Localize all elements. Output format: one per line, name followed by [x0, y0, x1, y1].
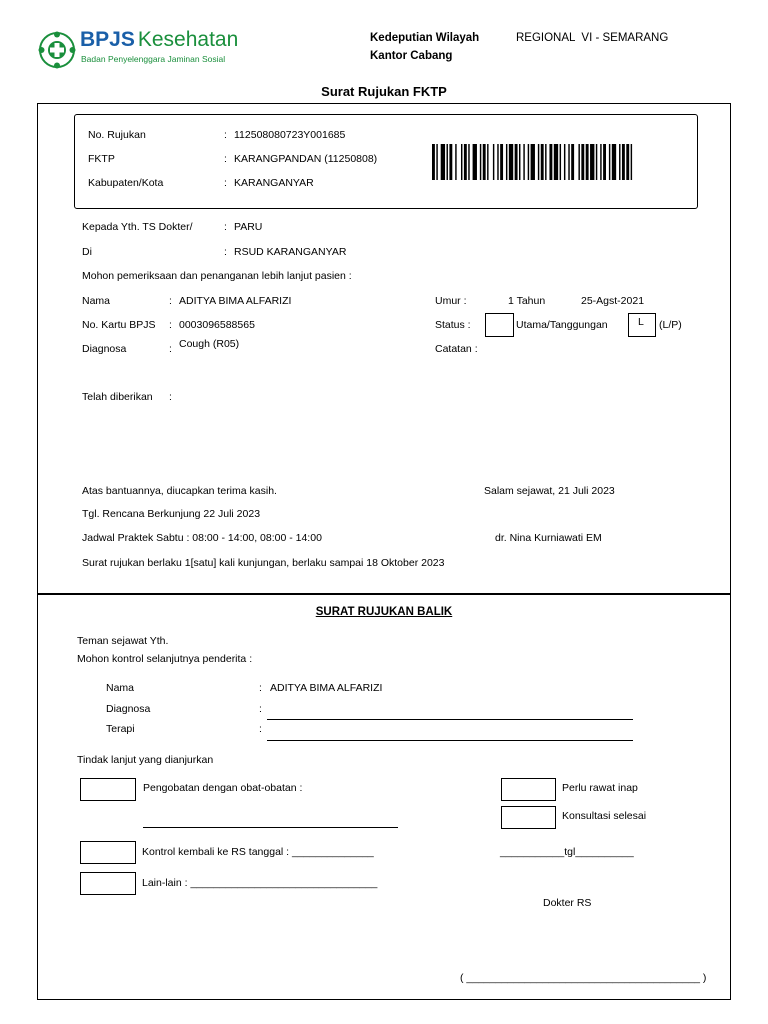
- nama-colon: :: [169, 295, 172, 307]
- barcode-bar: [609, 144, 610, 180]
- balik-terapi-line[interactable]: [267, 740, 633, 741]
- barcode-bar: [436, 144, 437, 180]
- lain-label: Lain-lain : ________________________________: [142, 877, 378, 889]
- barcode-bar: [464, 144, 467, 180]
- barcode-bar: [578, 144, 579, 180]
- salutation: Teman sejawat Yth.: [77, 635, 169, 647]
- brand-name-bpjs: BPJS: [80, 28, 135, 51]
- di-colon: :: [224, 246, 227, 258]
- obat-label: Pengobatan dengan obat-obatan :: [143, 782, 303, 794]
- page-title: Surat Rujukan FKTP: [321, 84, 447, 99]
- obat-checkbox[interactable]: [80, 778, 136, 801]
- status-checkbox[interactable]: [485, 313, 514, 337]
- diberikan-label: Telah diberikan: [82, 391, 153, 403]
- lain-checkbox[interactable]: [80, 872, 136, 895]
- gender-value: L: [638, 316, 644, 328]
- validity-text: Surat rujukan berlaku 1[satu] kali kunjungan, berlaku sampai 18 Oktober 2023: [82, 557, 445, 569]
- barcode-bar: [600, 144, 601, 180]
- brand-tagline: Badan Penyelenggara Jaminan Sosial: [81, 54, 226, 64]
- kontrol-label: Kontrol kembali ke RS tanggal : ______________: [142, 846, 374, 858]
- balik-diagnosa-line[interactable]: [267, 719, 633, 720]
- rujukan-label: No. Rujukan: [88, 129, 146, 141]
- barcode-bar: [549, 144, 552, 180]
- status-label: Status :: [435, 319, 471, 331]
- di-label: Di: [82, 246, 92, 258]
- nama-label: Nama: [82, 295, 111, 307]
- barcode-bar: [590, 144, 594, 180]
- barcode-bar: [449, 144, 452, 180]
- barcode-bar: [571, 144, 574, 180]
- barcode-bar: [631, 144, 632, 180]
- balik-diagnosa-colon: :: [259, 703, 262, 715]
- gender-box[interactable]: [628, 313, 656, 337]
- brand-name-kesehatan: Kesehatan: [137, 28, 239, 51]
- kepada-label: Kepada Yth. TS Dokter/: [82, 221, 193, 233]
- branch-label: Kantor Cabang: [370, 50, 453, 62]
- barcode-bar: [468, 144, 469, 180]
- barcode-bar: [528, 144, 529, 180]
- barcode-bar: [531, 144, 535, 180]
- barcode-bar: [568, 144, 569, 180]
- region-value: REGIONAL VI - SEMARANG: [516, 32, 669, 44]
- fktp-label: FKTP: [88, 153, 115, 165]
- thanks-text: Atas bantuannya, diucapkan terima kasih.: [82, 485, 277, 497]
- rujukan-value: 112508080723Y001685: [234, 129, 346, 141]
- balik-terapi-colon: :: [259, 723, 262, 735]
- dob-value: 25-Agst-2021: [581, 295, 645, 307]
- barcode-bar: [441, 144, 445, 180]
- balik-diagnosa-label: Diagnosa: [106, 703, 151, 715]
- barcode-bar: [497, 144, 498, 180]
- konsultasi-label: Konsultasi selesai: [562, 810, 647, 822]
- tgl-line: ___________tgl__________: [500, 846, 634, 858]
- barcode-bar: [554, 144, 558, 180]
- kab-colon: :: [224, 177, 227, 189]
- barcode-bar: [455, 144, 456, 180]
- rujukan-colon: :: [224, 129, 227, 141]
- kab-value: KARANGANYAR: [234, 177, 314, 189]
- barcode-bar: [473, 144, 477, 180]
- fktp-value: KARANGPANDAN (11250808): [234, 153, 378, 165]
- barcode-bar: [538, 144, 539, 180]
- rawat-inap-label: Perlu rawat inap: [562, 782, 638, 794]
- visit-plan: Tgl. Rencana Berkunjung 22 Juli 2023: [82, 508, 261, 520]
- barcode-bar: [500, 144, 503, 180]
- umur-label: Umur :: [435, 295, 467, 307]
- barcode-bar: [432, 144, 435, 180]
- kepada-value: PARU: [234, 221, 263, 233]
- barcode-bar: [506, 144, 507, 180]
- barcode-bar: [461, 144, 462, 180]
- barcode-bar: [483, 144, 486, 180]
- barcode-bar: [523, 144, 524, 180]
- barcode-bar: [487, 144, 488, 180]
- balik-title: SURAT RUJUKAN BALIK: [315, 606, 453, 618]
- schedule-text: Jadwal Praktek Sabtu : 08:00 - 14:00, 08:00 - 14:00: [82, 532, 322, 544]
- signature-line: ( ________________________________________ ): [460, 972, 707, 984]
- umur-value: 1 Tahun: [508, 295, 546, 307]
- balik-nama-value: ADITYA BIMA ALFARIZI: [270, 682, 383, 694]
- gender-note: (L/P): [659, 319, 682, 331]
- diagnosa-label: Diagnosa: [82, 343, 127, 355]
- barcode-bar: [519, 144, 520, 180]
- request-text: Mohon pemeriksaan dan penanganan lebih lanjut pasien :: [82, 270, 352, 282]
- barcode-bar: [619, 144, 620, 180]
- nama-value: ADITYA BIMA ALFARIZI: [179, 295, 292, 307]
- followup-label: Tindak lanjut yang dianjurkan: [77, 754, 214, 766]
- doctor-name: dr. Nina Kurniawati EM: [495, 532, 602, 544]
- barcode-bar: [626, 144, 629, 180]
- bpjs-logo: [38, 28, 239, 72]
- barcode-bar: [545, 144, 546, 180]
- kartu-label: No. Kartu BPJS: [82, 319, 156, 331]
- dokter-rs-label: Dokter RS: [543, 897, 592, 909]
- kab-label: Kabupaten/Kota: [88, 177, 164, 189]
- rawat-inap-checkbox[interactable]: [501, 778, 556, 801]
- obat-line[interactable]: [143, 827, 398, 828]
- diagnosa-colon: :: [169, 343, 172, 355]
- barcode-bar: [541, 144, 544, 180]
- balik-request: Mohon kontrol selanjutnya penderita :: [77, 653, 253, 665]
- barcode-bar: [586, 144, 589, 180]
- barcode-bar: [596, 144, 597, 180]
- kartu-colon: :: [169, 319, 172, 331]
- deputy-label: Kedeputian Wilayah: [370, 32, 480, 44]
- greeting-date: Salam sejawat, 21 Juli 2023: [484, 485, 615, 497]
- kontrol-checkbox[interactable]: [80, 841, 136, 864]
- barcode-bar: [515, 144, 518, 180]
- di-value: RSUD KARANGANYAR: [234, 246, 347, 258]
- balik-nama-colon: :: [259, 682, 262, 694]
- barcode-bar: [447, 144, 448, 180]
- barcode-bar: [564, 144, 565, 180]
- kepada-colon: :: [224, 221, 227, 233]
- fktp-colon: :: [224, 153, 227, 165]
- barcode-bar: [560, 144, 561, 180]
- barcode-bar: [493, 144, 494, 180]
- barcode-bar: [581, 144, 584, 180]
- bpjs-emblem-icon: [38, 31, 76, 69]
- balik-nama-label: Nama: [106, 682, 135, 694]
- konsultasi-checkbox[interactable]: [501, 806, 556, 829]
- catatan-label: Catatan :: [435, 343, 478, 355]
- barcode-bar: [509, 144, 513, 180]
- diberikan-colon: :: [169, 391, 172, 403]
- barcode-bar: [612, 144, 616, 180]
- status-text: Utama/Tanggungan: [516, 319, 608, 331]
- kartu-value: 0003096588565: [179, 319, 255, 331]
- barcode-bar: [480, 144, 481, 180]
- barcode-bar: [603, 144, 606, 180]
- barcode-bar: [622, 144, 625, 180]
- diagnosa-value: Cough (R05): [179, 338, 240, 350]
- barcode: [432, 144, 690, 180]
- balik-terapi-label: Terapi: [106, 723, 135, 735]
